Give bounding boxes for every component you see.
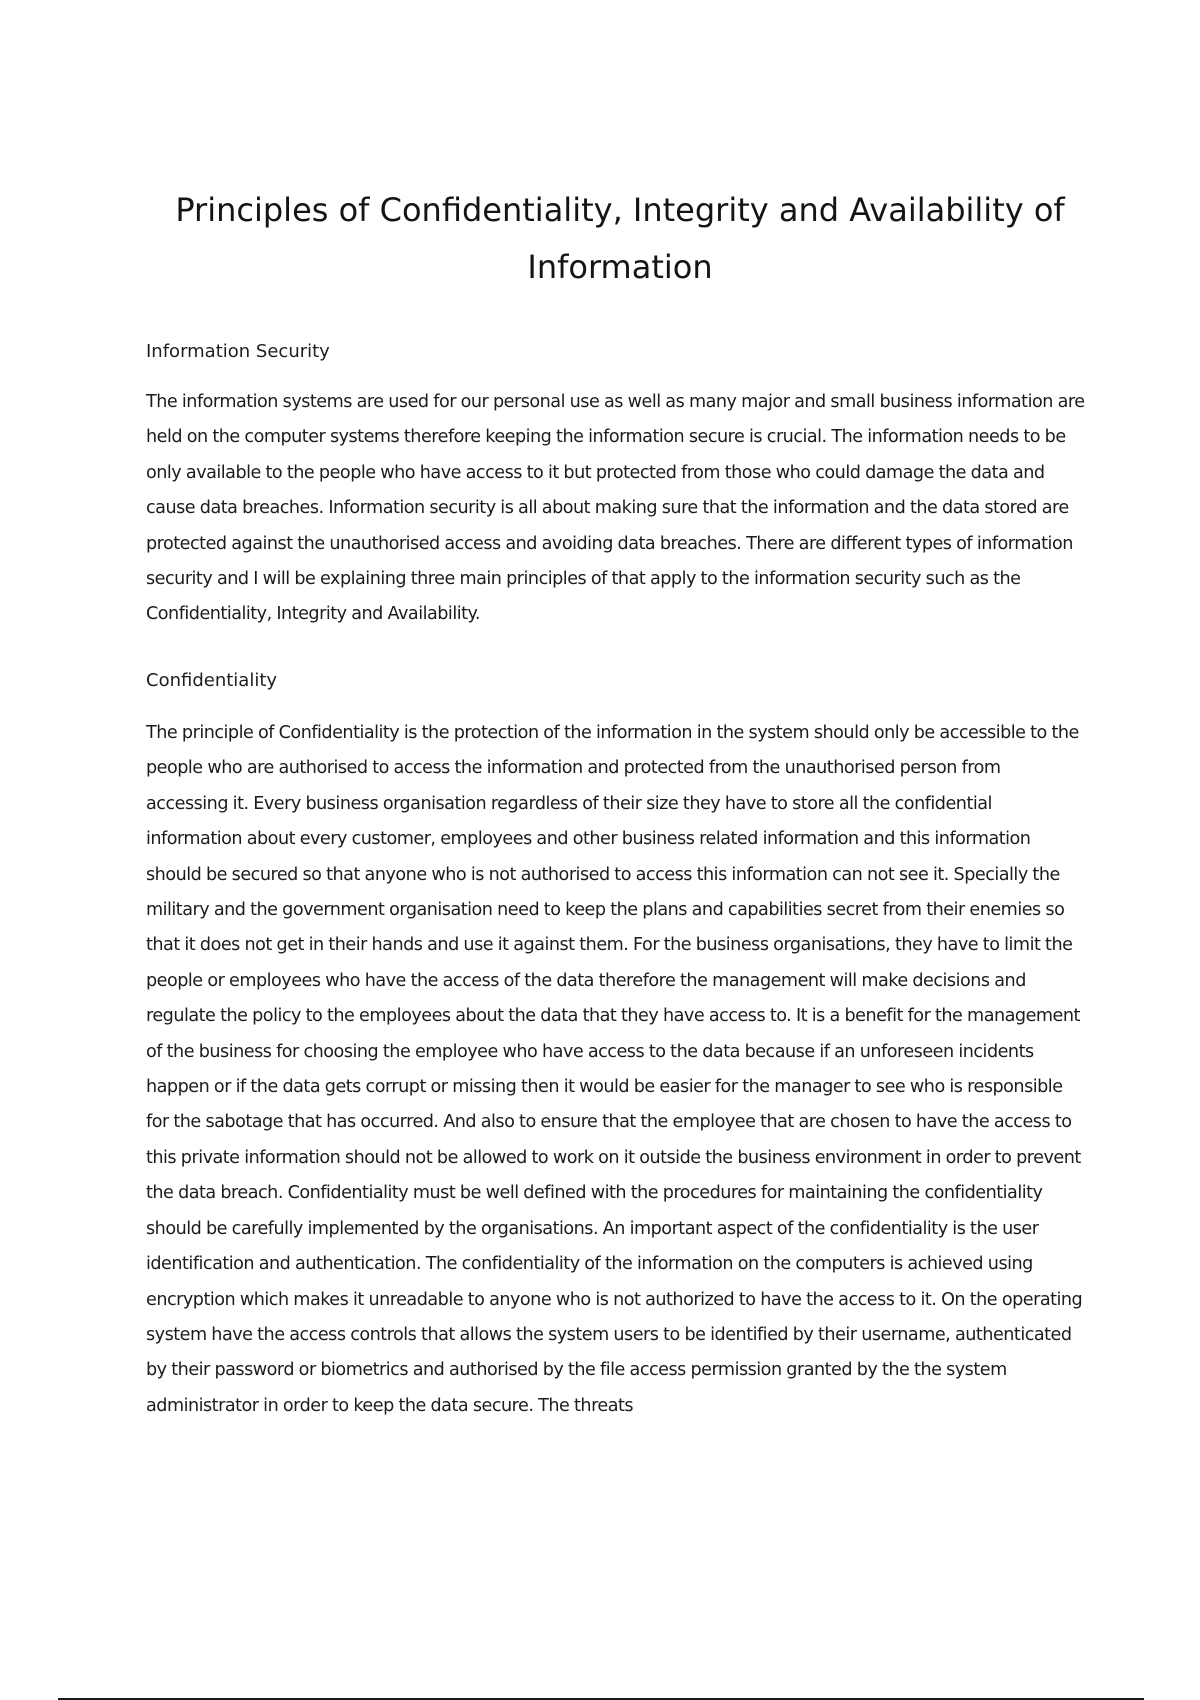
section-heading: Information Security — [146, 341, 330, 362]
section-paragraph: The principle of Confidentiality is the protection of the information in the system should only be accessible to the people who are authorised to access the information and protected from the unauthorised person from accessing it. Every business organisation regardless of their size they have to store all the confidential information about every customer, employees and other business related information and this information should be secured so that anyone who is not authorised to access this information can not see it. Specially the military and the government organisation need to keep the plans and capabilities secret from their enemies so that it does not get in their hands and use it against them. For the business organisations, they have to limit the people or employees who have the access of the data therefore the management will make decisions and regulate the policy to the employees about the data that they have access to. It is a benefit for the management of the business for choosing the employee who have access to the data because if an unforeseen incidents happen or if the data gets corrupt or missing then it would be easier for the manager to see who is responsible for the sabotage that has occurred. And also to ensure that the employee that are chosen to have the access to this private information should not be allowed to work on it outside the business environment in order to prevent the data breach. Confidentiality must be well defined with the procedures for maintaining the confidentiality should be carefully implemented by the organisations. An important aspect of the confidentiality is the user identification and authentication. The confidentiality of the information on the computers is achieved using encryption which makes it unreadable to anyone who is not authorized to have the access to it. On the operating system have the access controls that allows the system users to be identified by their username, authenticated by their password or biometrics and authorised by the file access permission granted by the the system administrator in order to keep the data secure. The threats — [146, 723, 1083, 1416]
page-title: Principles of Confidentiality, Integrity and Availability of Information — [175, 191, 1065, 286]
section-confidentiality — [146, 669, 1086, 1424]
section-paragraph: The information systems are used for our personal use as well as many major and small business information are held on the computer systems therefore keeping the information secure is crucial. The information needs to be only available to the people who have access to it but protected from those who could damage the data and cause data breaches. Information security is all about making sure that the information and the data stored are protected against the unauthorised access and avoiding data breaches. There are different types of information security and I will be explaining three main principles of that apply to the information security such as the Confidentiality, Integrity and Availability. — [146, 392, 1085, 625]
section-heading: Confidentiality — [146, 670, 278, 691]
section-information-security — [146, 340, 1086, 633]
